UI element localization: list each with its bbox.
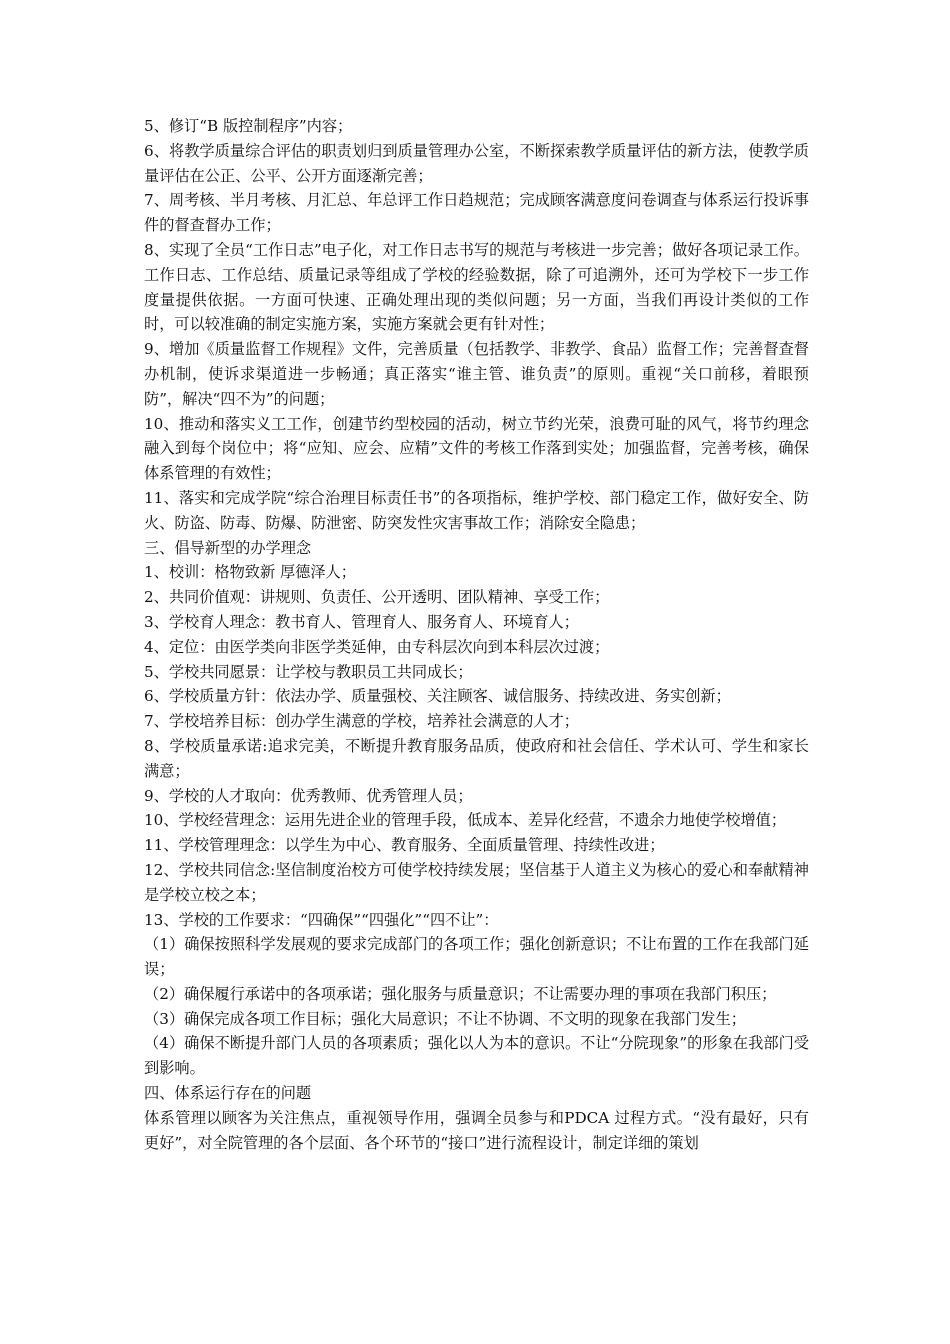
list-item-management-philosophy: 11、学校管理理念：以学生为中心、教育服务、全面质量管理、持续性改进； xyxy=(144,836,665,855)
section-heading-system-issues: 四、体系运行存在的问题 xyxy=(144,1084,312,1103)
body-paragraph-system-management: 体系管理以顾客为关注焦点，重视领导作用，强调全员参与和PDCA 过程方式。“没有最好，只有更好”，对全院管理的各个层面、各个环节的“接口”进行流程设计，制定详细的策划 xyxy=(144,1108,809,1152)
list-item-shared-belief: 12、学校共同信念:坚信制度治校方可使学校持续发展；坚信基于人道主义为核心的爱心和奉献精神是学校立校之本； xyxy=(144,860,809,904)
list-item-revise-b-procedure: 5、修订“B 版控制程序”内容； xyxy=(144,117,353,135)
list-item-work-log-digitization: 8、实现了全员“工作日志”电子化，对工作日志书写的规范与考核进一步完善；做好各项记录工作。工作日志、工作总结、质量记录等组成了学校的经验数据，除了可追溯外，还可为学校下一步工作度量提供依据。一方面可快速、正确处理出现的类似问题；另一方面，当我们再设计类似的工作时，可以较准确的制定实施方案，实施方案就会更有针对性； xyxy=(144,240,809,334)
list-item-teaching-quality-evaluation: 6、将教学质量综合评估的职责划归到质量管理办公室，不断探索教学质量评估的新方法，使教学质量评估在公正、公平、公开方面逐渐完善； xyxy=(144,141,809,185)
list-item-talent-orientation: 9、学校的人才取向：优秀教师、优秀管理人员； xyxy=(144,786,473,805)
list-item-positioning: 4、定位：由医学类向非医学类延伸，由专科层次向到本科层次过渡； xyxy=(144,637,610,656)
sub-item-requirement-3: （3）确保完成各项工作目标；强化大局意识；不让不协调、不文明的现象在我部门发生； xyxy=(144,1009,746,1028)
list-item-work-requirements: 13、学校的工作要求：“四确保”“四强化”“四不让”： xyxy=(144,910,499,929)
list-item-assessment-routine: 7、周考核、半月考核、月汇总、年总评工作日趋规范；完成顾客满意度问卷调查与体系运行投诉事件的督查督办工作； xyxy=(144,191,809,235)
sub-item-requirement-4: （4）确保不断提升部门人员的各项素质；强化以人为本的意识。不让“分院现象”的形象在我部门受到影响。 xyxy=(144,1034,809,1078)
document-page xyxy=(144,114,809,1155)
list-item-comprehensive-governance: 11、落实和完成学院“综合治理目标责任书”的各项指标，维护学校、部门稳定工作，做好安全、防火、防盗、防毒、防爆、防泄密、防突发性灾害事故工作；消除安全隐患； xyxy=(144,488,809,532)
list-item-school-motto: 1、校训：格物致新 厚德泽人； xyxy=(144,563,356,582)
list-item-operating-philosophy: 10、学校经营理念：运用先进企业的管理手段，低成本、差异化经营，不遗余力地使学校增值； xyxy=(144,811,787,830)
list-item-shared-values: 2、共同价值观：讲规则、负责任、公开透明、团队精神、享受工作； xyxy=(144,588,610,607)
list-item-quality-supervision-rules: 9、增加《质量监督工作规程》文件，完善质量（包括教学、非教学、食品）监督工作；完善督查督办机制，使诉求渠道进一步畅通；真正落实“谁主管、谁负责”的原则。重视“关口前移，着眼预防”，解决“四不为”的问题； xyxy=(144,340,809,408)
list-item-shared-vision: 5、学校共同愿景：让学校与教职员工共同成长； xyxy=(144,662,473,681)
list-item-quality-policy: 6、学校质量方针：依法办学、质量强校、关注顾客、诚信服务、持续改进、务实创新； xyxy=(144,687,731,706)
sub-item-requirement-2: （2）确保履行承诺中的各项承诺；强化服务与质量意识；不让需要办理的事项在我部门积压； xyxy=(144,984,777,1003)
list-item-training-goal: 7、学校培养目标：创办学生满意的学校，培养社会满意的人才； xyxy=(144,712,579,731)
list-item-volunteer-work: 10、推动和落实义工工作，创建节约型校园的活动，树立节约光荣，浪费可耻的风气，将节约理念融入到每个岗位中；将“应知、应会、应精”文件的考核工作落到实处；加强监督，完善考核，确保体系管理的有效性； xyxy=(144,414,809,483)
list-item-education-philosophy: 3、学校育人理念：教书育人、管理育人、服务育人、环境育人； xyxy=(144,612,579,631)
section-heading-school-philosophy: 三、倡导新型的办学理念 xyxy=(144,538,312,557)
list-item-quality-commitment: 8、学校质量承诺:追求完美，不断提升教育服务品质，使政府和社会信任、学术认可、学生和家长满意； xyxy=(144,736,809,780)
sub-item-requirement-1: （1）确保按照科学发展观的要求完成部门的各项工作；强化创新意识；不让布置的工作在我部门延误； xyxy=(144,935,809,979)
